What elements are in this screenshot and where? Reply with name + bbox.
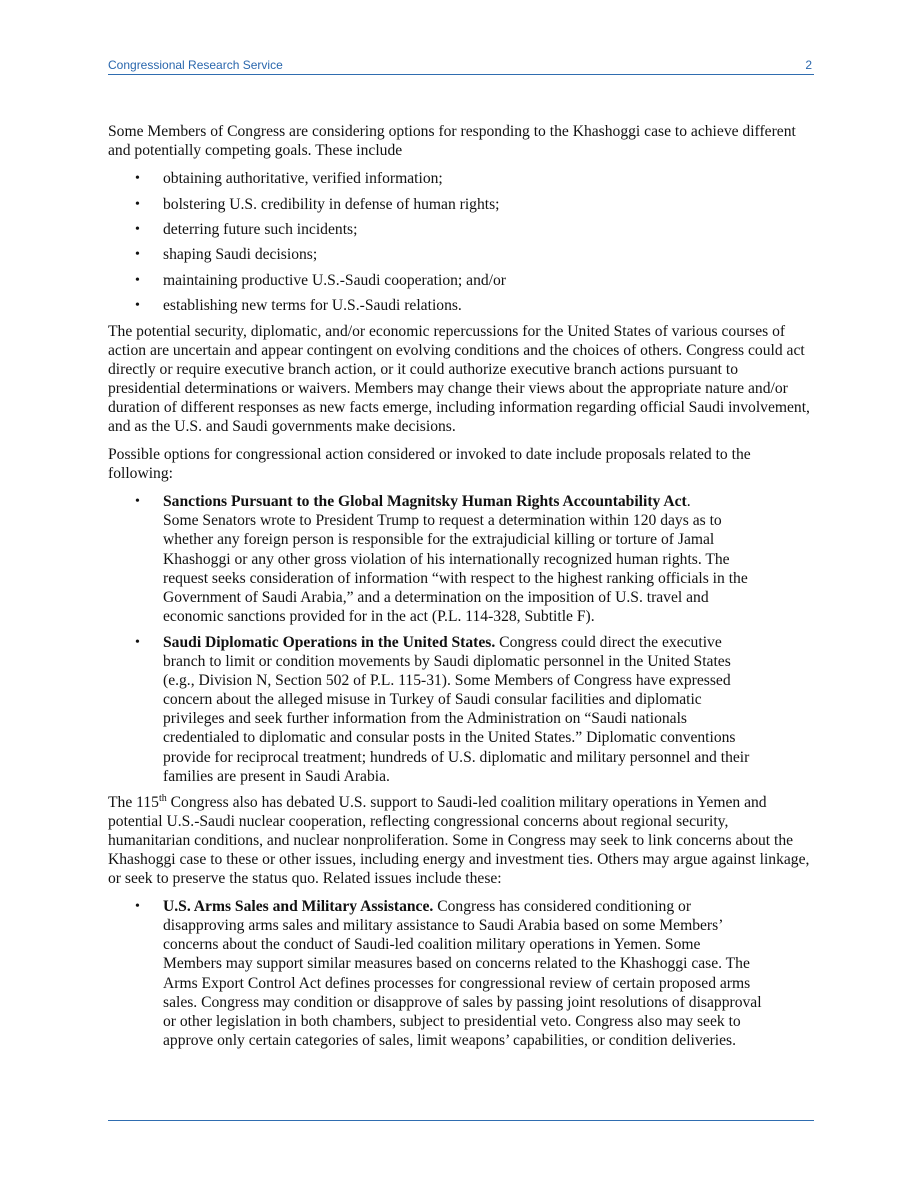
bullet-icon: •: [135, 272, 140, 288]
running-header: [108, 58, 814, 75]
list-item: [108, 633, 814, 786]
bullet-icon: •: [135, 494, 140, 510]
intro-paragraph: Some Members of Congress are considering options for responding to the Khashoggi case to achieve different and potentially competing goals. These include: [108, 123, 796, 160]
list-item: • bolstering U.S. credibility in defense of human rights;: [135, 195, 500, 213]
repercussions-paragraph: The potential security, diplomatic, and/or economic repercussions for the United States of various courses of action are uncertain and appear contingent on evolving conditions and the choices of others. Congress could act directly or require executive branch action, or it could authorize executive branch actions pursuant to presidential determinations or waivers. Members may change their views about the appropriate nature and/or duration of different responses as new facts emerge, including information regarding official Saudi involvement, and as the U.S. and Saudi governments make decisions.: [108, 322, 810, 435]
linkage-paragraph: The 115th Congress also has debated U.S. support to Saudi-led coalition military operations in Yemen and potential U.S.-Saudi nuclear cooperation, reflecting congressional concerns about regional security, humanitarian conditions, and nuclear nonproliferation. Some in Congress may seek to link concerns about the Khashoggi case to these or other issues, including energy and investment ties. Others may argue against linkage, or seek to preserve the status quo. Related issues include these:: [108, 792, 810, 888]
bullet-icon: •: [135, 247, 140, 263]
list-item: • maintaining productive U.S.-Saudi cooperation; and/or: [135, 271, 506, 289]
bullet-icon: •: [135, 634, 140, 650]
goals-list: [108, 169, 814, 315]
page-number: 2: [805, 58, 812, 72]
list-item: • obtaining authoritative, verified information;: [135, 170, 443, 188]
bullet-icon: •: [135, 899, 140, 915]
issue-text: Congress has considered conditioning or disapproving arms sales and military assistance to Saudi Arabia based on some Members’ concerns about the conduct of Saudi-led coalition military operations in Yemen. Some Members may support similar measures based on concerns related to the Khashoggi case. The Arms Export Control Act defines processes for congressional review of certain proposed arms sales. Congress may condition or disapprove of sales by passing joint resolutions of disapproval or other legislation in both chambers, subject to presidential veto. Congress also may seek to approve only certain categories of sales, limit weapons’ capabilities, or condition deliveries.: [163, 898, 762, 1049]
option-title: Sanctions Pursuant to the Global Magnitsky Human Rights Accountability Act: [163, 493, 687, 511]
footer-divider: [108, 1120, 814, 1121]
list-item: [108, 897, 814, 1050]
list-item: • establishing new terms for U.S.-Saudi relations.: [135, 297, 462, 315]
bullet-icon: •: [135, 298, 140, 314]
options-list: [108, 492, 814, 785]
option-text: Some Senators wrote to President Trump to request a determination within 120 days as to whether any foreign person is responsible for the extrajudicial killing or torture of Jamal Khashoggi or any other gross violation of his internationally recognized human rights. The request seeks consideration of information “with respect to the highest ranking officials in the Government of Saudi Arabia,” and a determination on the imposition of U.S. travel and economic sanctions provided for in the act (P.L. 114-328, Subtitle F).: [163, 512, 748, 625]
list-item: • Sanctions Pursuant to the Global Magnitsky Human Rights Accountability Act. Some Senators wrote to President Trump to request a determination within 120 days as to whether any foreign person is responsible for the extrajudicial killing or torture of Jamal Khashoggi or any other gross violation of his internationally recognized human rights. The request seeks consideration of information “with respect to the highest ranking officials in the Government of Saudi Arabia,” and a determination on the imposition of U.S. travel and economic sanctions provided for in the act (P.L. 114-328, Subtitle F).: [135, 493, 748, 625]
options-intro-paragraph: Possible options for congressional action considered or invoked to date include proposals related to the following:: [108, 446, 751, 483]
list-item: • shaping Saudi decisions;: [135, 246, 318, 264]
header-title: Congressional Research Service: [108, 58, 283, 72]
option-title: Saudi Diplomatic Operations in the United States.: [163, 633, 496, 651]
option-text: Congress could direct the executive branch to limit or condition movements by Saudi diplomatic personnel in the United States (e.g., Division N, Section 502 of P.L. 115-31). Some Members of Congress have expressed concern about the alleged misuse in Turkey of Saudi consular facilities and diplomatic privileges and seek further information from the Administration on “Saudi nationals credentialed to diplomatic and consular posts in the United States.” Diplomatic conventions provide for reciprocal treatment; hundreds of U.S. diplomatic and military personnel and their families are present in Saudi Arabia.: [163, 633, 750, 785]
body-text: [108, 122, 814, 1057]
bullet-icon: •: [135, 196, 140, 212]
related-issues-list: [108, 897, 814, 1050]
bullet-icon: •: [135, 221, 140, 237]
issue-title: U.S. Arms Sales and Military Assistance.: [163, 898, 434, 916]
bullet-icon: •: [135, 171, 140, 187]
list-item: • deterring future such incidents;: [135, 220, 358, 238]
